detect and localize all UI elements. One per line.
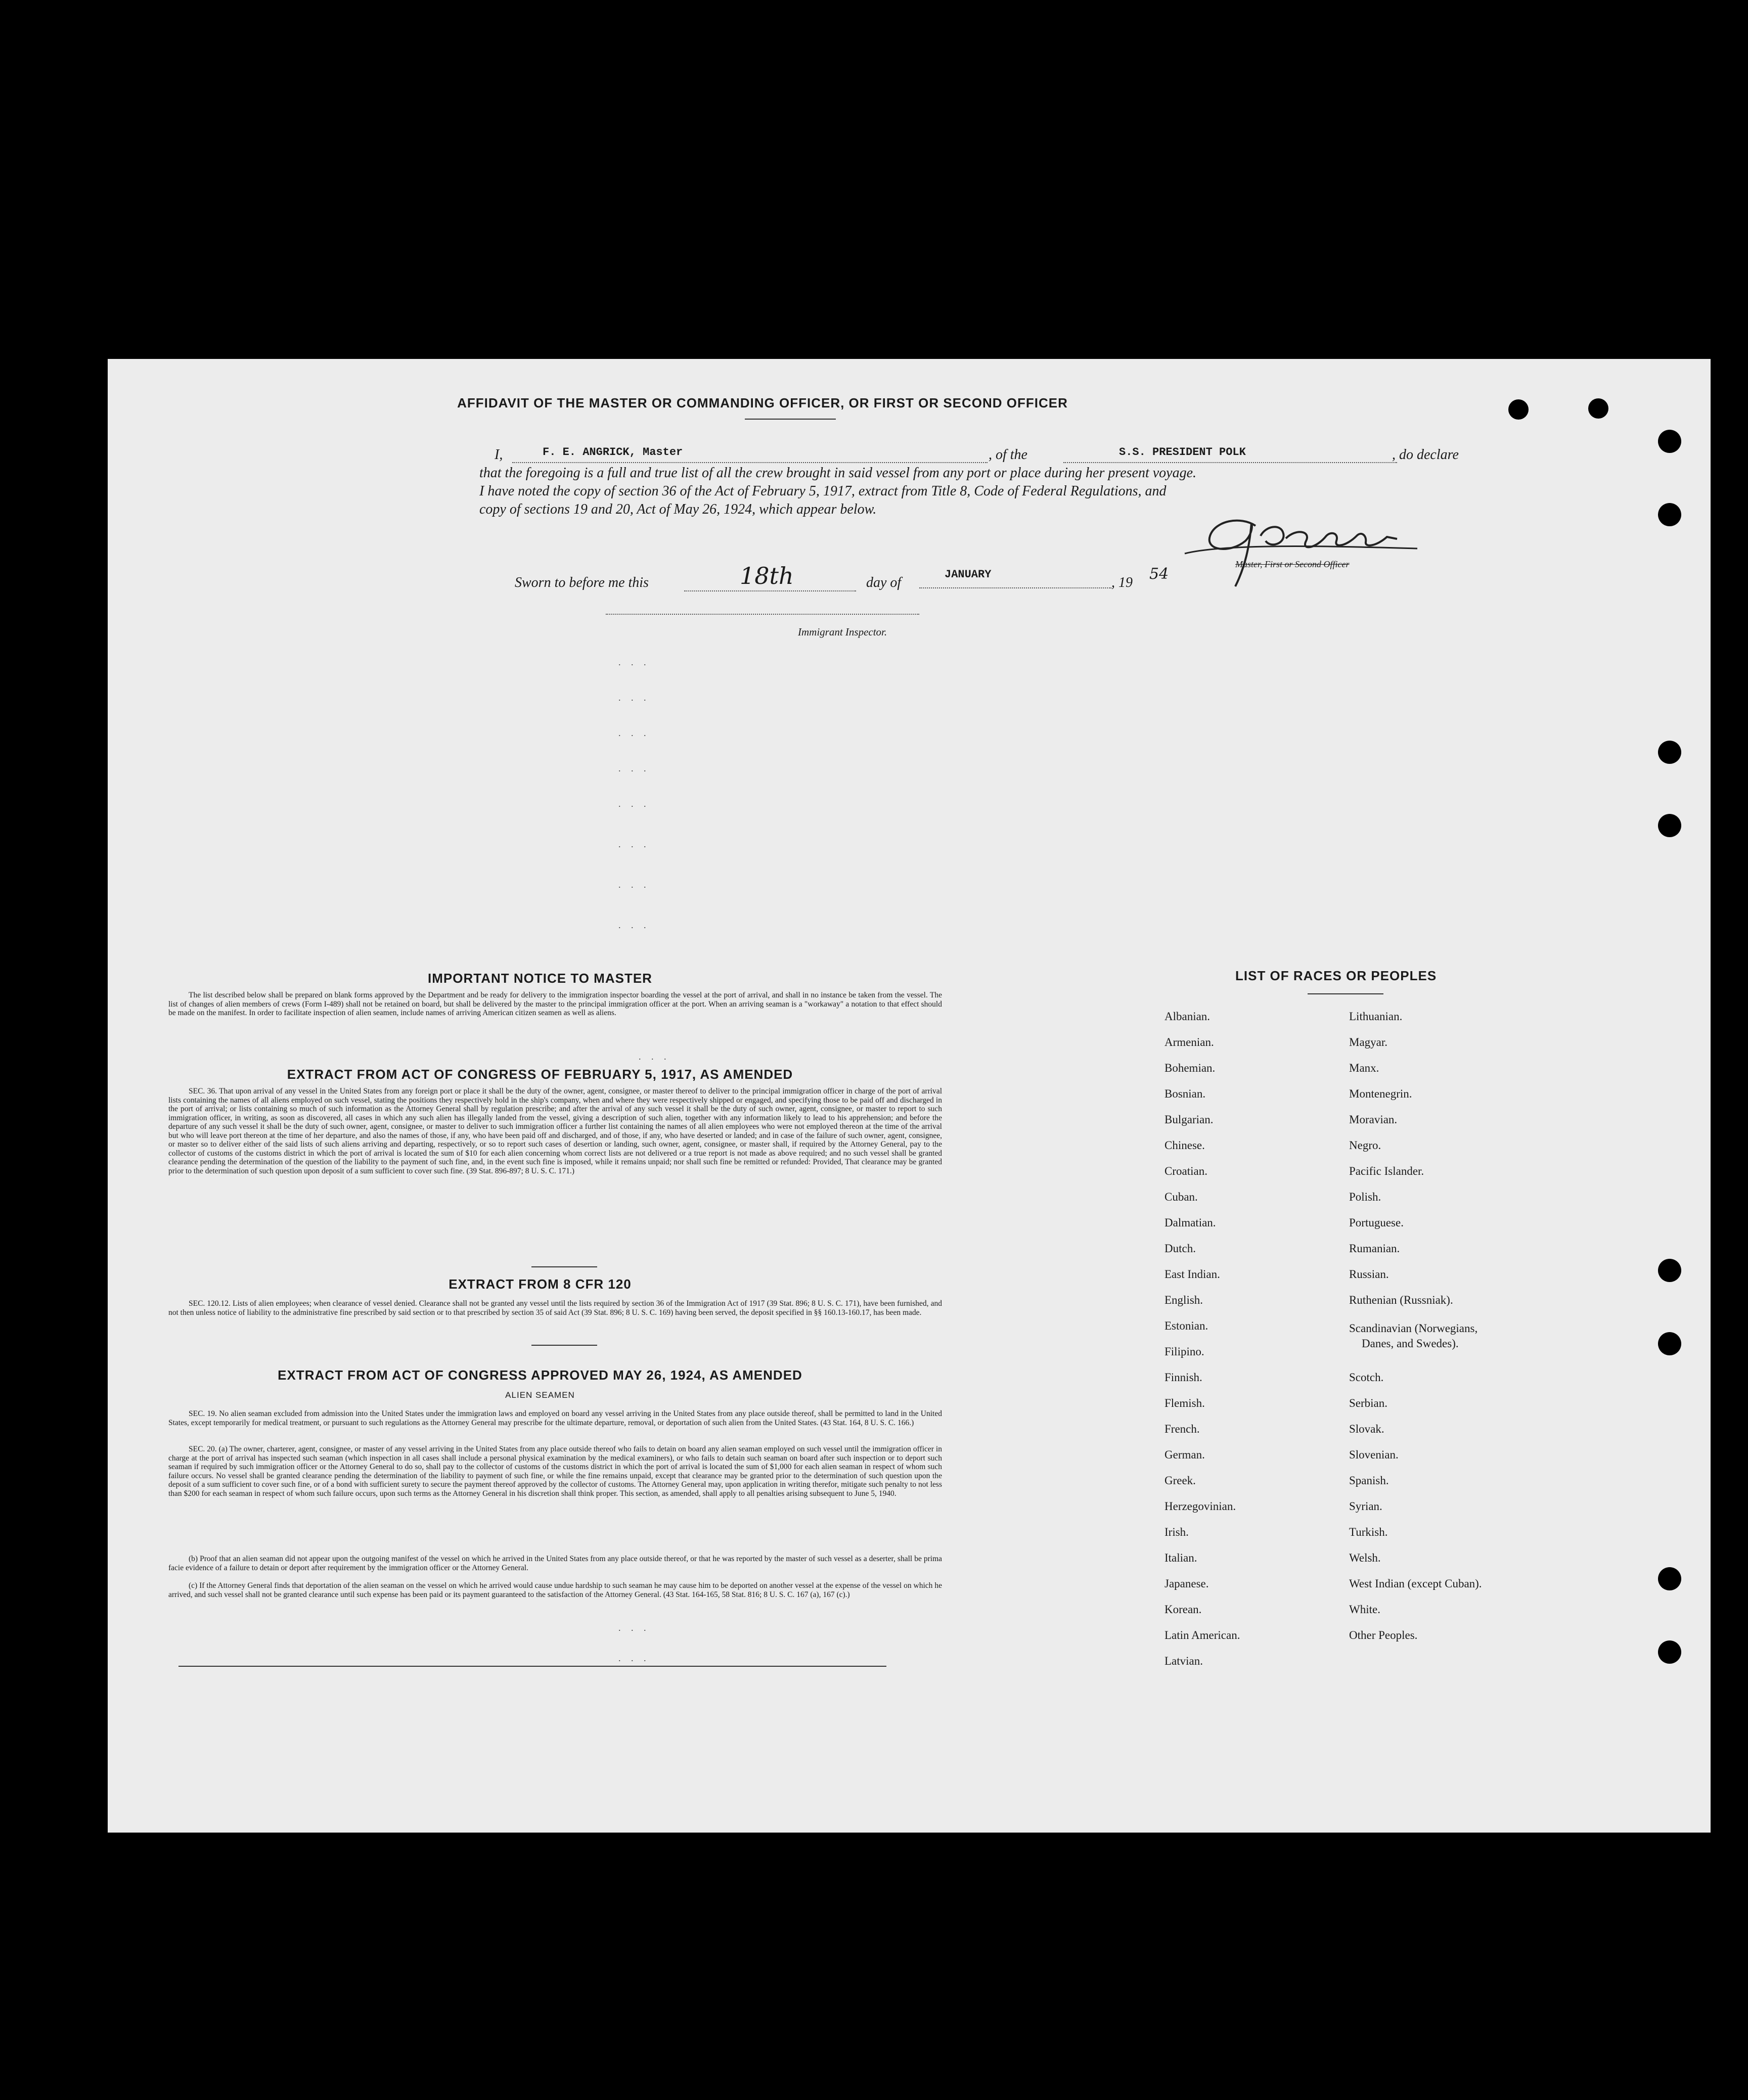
notice-text: The list described below shall be prepared on blank forms approved by the Department and be ready for delivery to the immigration inspector boarding the vessel at the port of arrival, and shall in no instance be taken from the vessel. The list of changes of alien members of crews (Form I-489) shall not be retained on board, but shall be delivered by the master to the principal immigration officer at the port. When an arriving seaman is a "workaway" a notation to that effect should be made on the manifest. In order to facilitate inspection of alien seamen, include names of arriving American citizen seamen as well as aliens. (168, 991, 942, 1017)
punch-hole (1588, 398, 1608, 419)
race-item: Polish. (1349, 1191, 1381, 1203)
race-item: Moravian. (1349, 1113, 1398, 1126)
race-item: Latvian. (1164, 1655, 1203, 1667)
race-item: East Indian. (1164, 1268, 1220, 1281)
punch-hole (1508, 399, 1529, 420)
extract-1924-subtitle: ALIEN SEAMEN (505, 1390, 575, 1400)
race-item: Welsh. (1349, 1551, 1381, 1564)
title-underline (745, 419, 836, 420)
race-item: Negro. (1349, 1139, 1381, 1152)
race-item: Finnish. (1164, 1371, 1202, 1384)
race-item: Bohemian. (1164, 1062, 1216, 1074)
bleed-dots: . . . (618, 763, 650, 773)
affidavit-body-3: copy of sections 19 and 20, Act of May 26, 1924, which appear below. (479, 501, 877, 517)
punch-hole (1658, 1259, 1681, 1282)
race-item: Estonian. (1164, 1319, 1208, 1332)
month-field (919, 568, 1111, 588)
race-item: Italian. (1164, 1551, 1197, 1564)
race-item: Pacific Islander. (1349, 1165, 1424, 1177)
race-item: Magyar. (1349, 1036, 1388, 1048)
affidavit-body-2: I have noted the copy of section 36 of the Act of February 5, 1917, extract from Title 8, Code of Federal Regulations, and (479, 483, 1167, 499)
day-value: 18th (740, 562, 794, 589)
punch-hole (1658, 503, 1681, 526)
extract-1924-sec20b: (b) Proof that an alien seaman did not appear upon the outgoing manifest of the vessel on which he arrived in the United States from any place outside thereof, or that he was reported by the master of such vessel as a deserter, shall be prima facie evidence of a failure to detain or deport after requirement by the immigration officer or the Attorney General. (168, 1555, 942, 1572)
do-declare-label: , do declare (1392, 447, 1459, 463)
race-item: Greek. (1164, 1474, 1196, 1487)
vessel-field (1063, 446, 1397, 463)
day-of-label: day of (866, 575, 902, 590)
races-title: LIST OF RACES OR PEOPLES (1235, 968, 1437, 983)
race-item: French. (1164, 1423, 1200, 1435)
bleed-dots: . . . (618, 920, 650, 930)
bleed-dots: . . . (618, 693, 650, 703)
inspector-signature-line (606, 612, 919, 615)
extract-1924-sec19: SEC. 19. No alien seaman excluded from admission into the United States under the immigration laws and employed on board any vessel arriving in the United States from any place outside thereof, shall be permitted to land in the United States, except temporarily for medical treatment, or pursuant to such regulations as the Attorney General may prescribe for the ultimate departure, removal, or deportation of such alien from the United States. (43 Stat. 164, 8 U. S. C. 166.) (168, 1409, 942, 1427)
race-item: Bulgarian. (1164, 1113, 1214, 1126)
bleed-dots: . . . (618, 728, 650, 738)
race-item: Danes, and Swedes). (1362, 1337, 1459, 1350)
race-item: Slovenian. (1349, 1448, 1399, 1461)
race-item: Armenian. (1164, 1036, 1214, 1048)
race-item: Korean. (1164, 1603, 1202, 1616)
extract-1924-sec20c: (c) If the Attorney General finds that deportation of the alien seaman on the vessel on which he arrived would cause undue hardship to such seaman he may cause him to be deported on another vessel at the expense of the vessel on which he arrived, and such vessel shall not be granted clearance until such expense has been paid or its payment guaranteed to the satisfaction of the Attorney General. (43 Stat. 164-165, 58 Stat. 816; 8 U. S. C. 167 (a), 167 (c).) (168, 1581, 942, 1599)
race-item: Manx. (1349, 1062, 1379, 1074)
race-item: Montenegrin. (1349, 1087, 1412, 1100)
race-item: Latin American. (1164, 1629, 1240, 1641)
punch-hole (1658, 430, 1681, 453)
race-item: Flemish. (1164, 1397, 1205, 1409)
punch-hole (1658, 1567, 1681, 1590)
name-field (512, 446, 988, 463)
section-dots: . . . (618, 1653, 650, 1663)
affidavit-intro: I, (495, 447, 503, 463)
affidavit-title: AFFIDAVIT OF THE MASTER OR COMMANDING OFFICER, OR FIRST OR SECOND OFFICER (457, 395, 1068, 410)
race-item: Albanian. (1164, 1010, 1211, 1023)
race-item: Dutch. (1164, 1242, 1196, 1255)
bottom-rule (178, 1666, 886, 1667)
races-underline (1308, 993, 1383, 994)
race-item: Ruthenian (Russniak). (1349, 1294, 1453, 1306)
race-item: West Indian (except Cuban). (1349, 1577, 1482, 1590)
race-item: German. (1164, 1448, 1205, 1461)
year-prefix: , 19 (1111, 575, 1133, 590)
race-item: Cuban. (1164, 1191, 1198, 1203)
race-item: Serbian. (1349, 1397, 1388, 1409)
race-item: Lithuanian. (1349, 1010, 1403, 1023)
inspector-caption: Immigrant Inspector. (798, 626, 887, 638)
divider (531, 1345, 597, 1346)
notice-title: IMPORTANT NOTICE TO MASTER (428, 971, 652, 986)
race-item: Scotch. (1349, 1371, 1384, 1384)
bleed-dots: . . . (618, 657, 650, 667)
race-item: English. (1164, 1294, 1203, 1306)
race-item: Chinese. (1164, 1139, 1205, 1152)
section-dots: . . . (618, 1623, 650, 1633)
master-name-value: F. E. ANGRICK, Master (543, 446, 683, 459)
extract-8cfr-title: EXTRACT FROM 8 CFR 120 (449, 1276, 632, 1292)
race-item: Croatian. (1164, 1165, 1207, 1177)
bleed-dots: . . . (618, 799, 650, 809)
signature-caption (1235, 555, 1349, 573)
vessel-name-value: S.S. PRESIDENT POLK (1119, 446, 1246, 459)
section-dots: . . . (639, 1052, 670, 1062)
punch-hole (1658, 814, 1681, 837)
race-item: Rumanian. (1349, 1242, 1400, 1255)
race-item: Portuguese. (1349, 1216, 1404, 1229)
extract-8cfr-text: SEC. 120.12. Lists of alien employees; when clearance of vessel denied. Clearance shall not be granted any vessel until the lists required by section 36 of the Immigration Act of 1917 (39 Stat. 896; 8 U. S. C. 171), have been furnished, and not then unless notice of liability to the administrative fine prescribed by said section or to that prescribed by section 35 of said Act (39 Stat. 896; 8 U. S. C. 169) having been served, the deposit specified in §§ 160.13-160.17, has been made. (168, 1299, 942, 1317)
bleed-dots: . . . (618, 880, 650, 890)
punch-hole (1658, 1332, 1681, 1355)
extract-1917-text: SEC. 36. That upon arrival of any vessel in the United States from any foreign port or place it shall be the duty of the owner, agent, consignee, or master thereof to deliver to the principal immigration officer in charge of the port of arrival lists containing the names of all aliens employed on such vessel, stating the positions they respectively hold in the ship's company, when and where they were respectively shipped or engaged, and specifying those to be paid off and discharged in the port of arrival; or lists containing so much of such information as the Attorney General shall by regulation prescribe; and after the arrival of any such vessel it shall be the duty of such owner, agent, consignee, or master to report to such immigration officer, in writing, as soon as discovered, all cases in which any such alien has illegally landed from the vessel, giving a description of such alien, together with any information likely to lead to his apprehension; and before the departure of any such vessel it shall be the duty of such owner, agent, consignee, or master to deliver to such immigration officer a further list containing the names of all alien employees who were not employed thereon at the time of the arrival but who will leave port thereon at the time of her departure, and also the names of those, if any, who have been paid off and discharged, and of those, if any, who have deserted or landed; and in case of the failure of such owner, agent, consignee, or master so to deliver either of the said lists of such aliens arriving and departing, respectively, or so to report such cases of desertion or landing, such owner, agent, consignee, or master shall, if required by the Attorney General, pay to the collector of customs of the customs district in which the port of arrival is located the sum of $10 for each alien concerning whom correct lists are not delivered or a true report is not made as above required; and no such vessel shall be granted clearance pending the determination of the question of the liability to the payment of such fine, and, in the event such fine is imposed, while it remains unpaid; nor shall such fine be remitted or refunded: Provided, That clearance may be granted prior to the determination of such question upon deposit of a sum sufficient to cover such fine. (39 Stat. 896-897; 8 U. S. C. 171.) (168, 1087, 942, 1175)
race-item: Bosnian. (1164, 1087, 1206, 1100)
affidavit-body-1: that the foregoing is a full and true list of all the crew brought in said vessel from any port or place during her present voyage. (479, 465, 1197, 481)
race-item: Herzegovinian. (1164, 1500, 1236, 1513)
race-item: Irish. (1164, 1526, 1189, 1538)
sworn-label: Sworn to before me this (515, 575, 649, 590)
race-item: Other Peoples. (1349, 1629, 1418, 1641)
race-item: Filipino. (1164, 1345, 1204, 1358)
punch-hole (1658, 741, 1681, 764)
race-item: Spanish. (1349, 1474, 1389, 1487)
race-item: Scandinavian (Norwegians, (1349, 1322, 1478, 1335)
divider (531, 1266, 597, 1267)
race-item: Japanese. (1164, 1577, 1209, 1590)
day-field (684, 562, 856, 591)
race-item: Turkish. (1349, 1526, 1388, 1538)
race-item: Slovak. (1349, 1423, 1384, 1435)
document-page (108, 359, 1711, 1833)
punch-hole (1658, 1640, 1681, 1664)
of-the-label: , of the (989, 447, 1027, 463)
extract-1924-sec20a: SEC. 20. (a) The owner, charterer, agent, consignee, or master of any vessel arriving in the United States from any place outside thereof who fails to detain on board any alien seaman employed on such vessel until the immigration officer in charge at the port of arrival has inspected such seaman (which inspection in all cases shall include a personal physical examination by the medical examiners), or who fails to detain such seaman on board after such inspection or to deport such seaman if required by such immigration officer or the Attorney General to do so, shall pay to the collector of customs of the customs district in which the port of arrival is located the sum of $1,000 for each alien seaman in respect of whom such failure occurs. No vessel shall be granted clearance pending the determination of the liability to payment of such fine, or while the fine remains unpaid, except that clearance may be granted prior to the determination of such question upon the deposit of a sum sufficient to cover such fine, or of a bond with sufficient surety to secure the payment thereof approved by the collector of customs. The Attorney General may, upon application in writing therefor, mitigate such penalty to not less than $200 for each seaman in respect of whom such failure occurs, upon such terms as the Attorney General in his discretion shall think proper. This section, as amended, shall apply to all penalties arising subsequent to June 5, 1940. (168, 1445, 942, 1498)
month-value: JANUARY (945, 568, 992, 581)
race-item: White. (1349, 1603, 1380, 1616)
extract-1924-title: EXTRACT FROM ACT OF CONGRESS APPROVED MAY 26, 1924, AS AMENDED (278, 1367, 802, 1383)
bleed-dots: . . . (618, 839, 650, 849)
race-item: Syrian. (1349, 1500, 1382, 1513)
race-item: Russian. (1349, 1268, 1389, 1281)
signature-caption-text: Master, First or Second Officer (1235, 559, 1350, 569)
race-item: Dalmatian. (1164, 1216, 1216, 1229)
year-value: 54 (1149, 565, 1169, 583)
extract-1917-title: EXTRACT FROM ACT OF CONGRESS OF FEBRUARY 5, 1917, AS AMENDED (287, 1067, 793, 1082)
